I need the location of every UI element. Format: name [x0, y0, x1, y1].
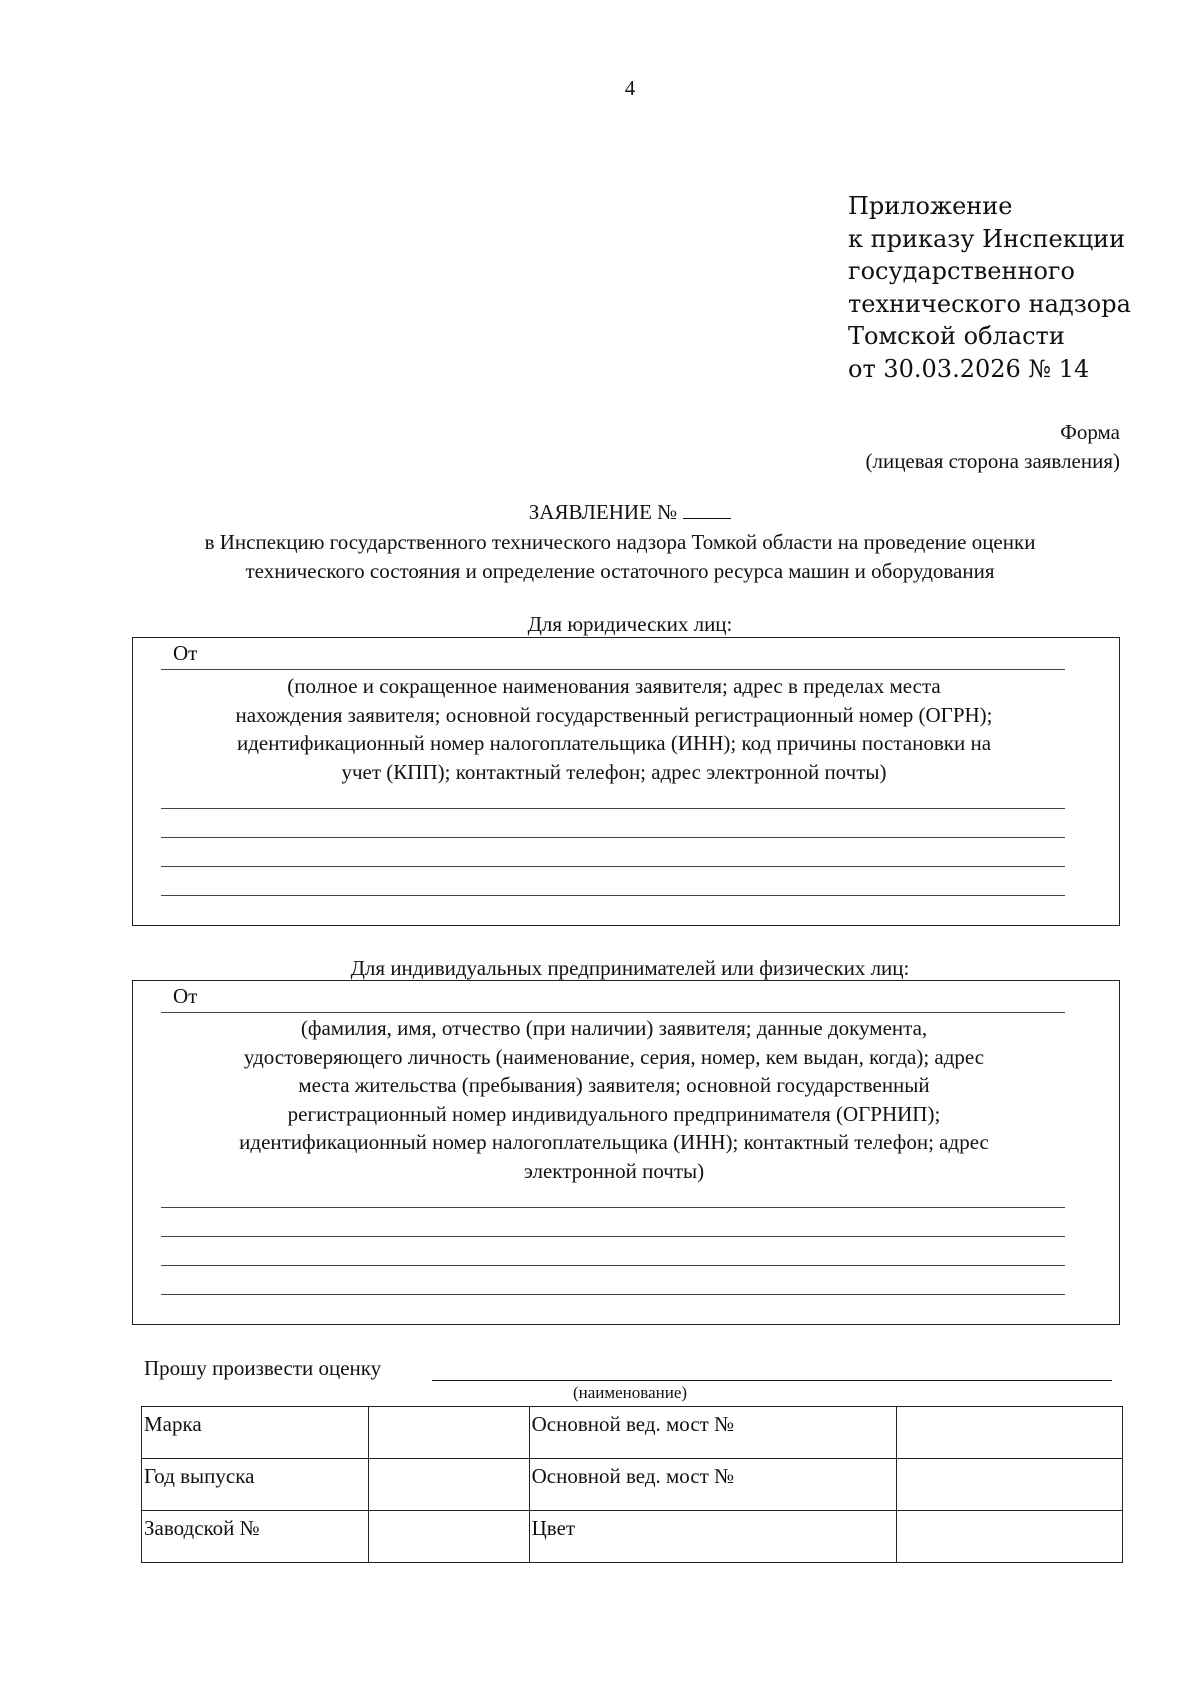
equipment-specs-table [141, 1406, 1123, 1563]
appendix-line: технического надзора [848, 289, 1131, 318]
legal-entities-box [132, 637, 1120, 926]
table-cell-label: Заводской № [142, 1511, 369, 1563]
table-cell-input[interactable] [368, 1459, 529, 1511]
entry-line[interactable] [161, 1265, 1065, 1266]
description-line: идентификационный номер налогоплательщика (ИНН); контактный телефон; адрес [239, 1130, 989, 1154]
description-line: (фамилия, имя, отчество (при наличии) заявителя; данные документа, [300, 1016, 928, 1040]
request-caption: (наименование) [572, 1383, 688, 1402]
form-side: (лицевая сторона заявления) [865, 448, 1120, 473]
entry-line[interactable] [161, 837, 1065, 838]
table-cell-label: Марка [142, 1407, 369, 1459]
table-row [142, 1511, 1123, 1563]
table-row [142, 1459, 1123, 1511]
from-input-line[interactable] [161, 669, 1065, 670]
table-cell-input[interactable] [897, 1407, 1123, 1459]
table-cell-label: Основной вед. мост № [529, 1459, 897, 1511]
table-row [142, 1407, 1123, 1459]
appendix-line: Приложение [848, 192, 1013, 220]
description-line: удостоверяющего личность (наименование, серия, номер, кем выдан, когда); адрес [243, 1044, 985, 1069]
entry-line[interactable] [161, 1207, 1065, 1208]
table-cell-input[interactable] [897, 1459, 1123, 1511]
request-label: Прошу произвести оценку [144, 1356, 382, 1380]
title-text: ЗАЯВЛЕНИЕ № [528, 500, 678, 524]
description-line: регистрационный номер индивидуального предпринимателя (ОГРНИП); [287, 1101, 941, 1126]
table-cell-label: Год выпуска [142, 1459, 369, 1511]
table-cell-input[interactable] [368, 1407, 529, 1459]
description-line: идентификационный номер налогоплательщика (ИНН); код причины постановки на [236, 731, 992, 755]
individual-description [163, 1014, 1065, 1185]
page-number: 4 [624, 76, 636, 100]
subtitle-line: технического состояния и определение остаточного ресурса машин и оборудования [245, 558, 995, 583]
individuals-label: Для индивидуальных предпринимателей или физических лиц: [350, 956, 910, 980]
table-cell-input[interactable] [368, 1511, 529, 1563]
entry-line[interactable] [161, 866, 1065, 867]
description-line: места жительства (пребывания) заявителя; основной государственный [298, 1073, 930, 1097]
entry-line[interactable] [161, 895, 1065, 896]
entry-line[interactable] [161, 1294, 1065, 1295]
description-line: нахождения заявителя; основной государственный регистрационный номер (ОГРН); [235, 702, 993, 727]
document-title [0, 498, 1200, 525]
legal-description [163, 672, 1065, 786]
appendix-block [848, 190, 1131, 385]
subtitle-line: в Инспекцию государственного технического надзора Томкой области на проведение оценки [204, 530, 1036, 554]
individuals-box [132, 980, 1120, 1325]
from-label: От [173, 984, 198, 1008]
equipment-name-field[interactable] [432, 1380, 1112, 1381]
table-cell-label: Цвет [529, 1511, 897, 1563]
from-label: От [173, 641, 198, 665]
appendix-line: Томской области [848, 322, 1065, 350]
appendix-line: от 30.03.2026 № 14 [848, 354, 1090, 383]
description-line: (полное и сокращенное наименования заявителя; адрес в пределах места [287, 674, 941, 698]
entry-line[interactable] [161, 808, 1065, 809]
table-cell-input[interactable] [897, 1511, 1123, 1563]
description-line: учет (КПП); контактный телефон; адрес электронной почты) [341, 759, 887, 784]
document-subtitle [120, 528, 1120, 585]
appendix-line: к приказу Инспекции [848, 224, 1126, 253]
appendix-line: государственного [848, 257, 1075, 285]
entry-line[interactable] [161, 1236, 1065, 1237]
form-label: Форма [1060, 420, 1120, 444]
from-input-line[interactable] [161, 1012, 1065, 1013]
application-number-field[interactable] [683, 498, 731, 519]
form-label-block [865, 418, 1120, 475]
table-cell-label: Основной вед. мост № [529, 1407, 897, 1459]
legal-entities-label: Для юридических лиц: [527, 612, 733, 636]
description-line: электронной почты) [523, 1158, 705, 1183]
